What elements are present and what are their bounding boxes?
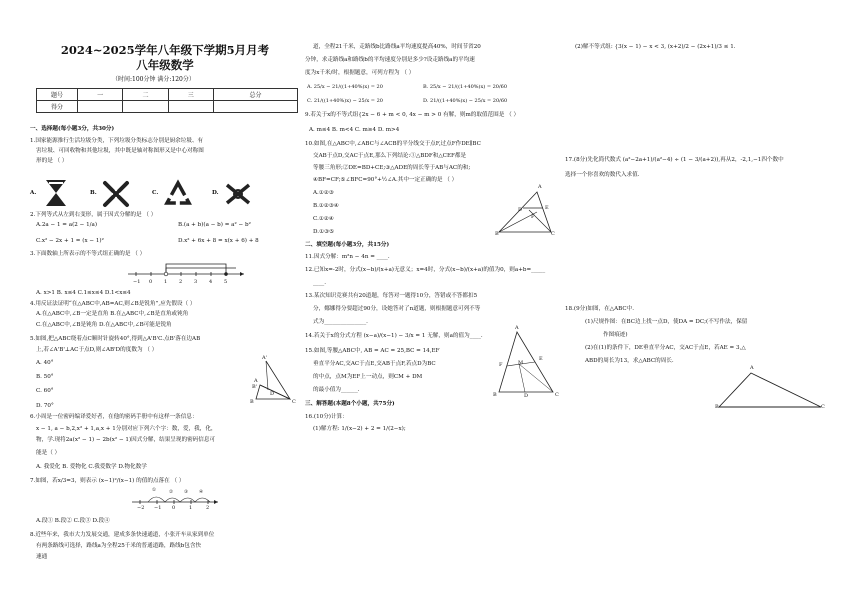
option-label: B. [90, 190, 97, 196]
question-text: 速通 [36, 554, 48, 560]
figure-label: B [495, 231, 499, 237]
option-text: D. 70° [36, 403, 54, 409]
question-text: ____. [313, 280, 326, 286]
tick-label: 5 [224, 279, 228, 285]
figure-label: D [518, 207, 523, 213]
section-heading: 二、填空题(每小题3分，共15分) [305, 242, 390, 248]
question-text: 2.下列等式从左到右变形，属于因式分解的是 （ ） [30, 212, 157, 218]
question-text: 作图痕迹) [603, 332, 628, 338]
exam-meta: （时间:100分钟 满分:120分） [112, 76, 195, 83]
tick-label: 2 [179, 279, 183, 285]
question-text: (1)解方程: 1/(x−2) + 2 = 1/(2−x); [313, 426, 406, 432]
question-text: 害垃圾、可回收物和其他垃圾，其中既是轴对称图形又是中心对称图 [36, 148, 204, 154]
figure-label: B [250, 399, 254, 405]
question-text: 形的是 （ ） [36, 158, 68, 164]
tick-label: −1 [133, 279, 141, 285]
score-cell: 三 [168, 89, 213, 101]
option-text: C.①②④ [313, 216, 334, 222]
column-middle [305, 0, 560, 608]
option-label: D. [212, 190, 219, 196]
question-text: 等腰三角形;②DE=BD+CE;③△ADE的周长等于AB与AC的和; [313, 165, 471, 171]
question-text: 13.某次知识竞赛共有20道题，每答对一题得10分，答错或不答都扣5 [305, 293, 478, 299]
question-text: 4.用反证法证明“在△ABC中,AB=AC,则∠B是锐角”,应先假设（ ） [30, 301, 196, 307]
tick-label: 1 [164, 279, 168, 285]
question-text: 道，全程21千米，走路线b比路线a平均速度提高40%，时间节省20 [313, 44, 481, 50]
score-cell: 一 [78, 89, 123, 101]
segment-label: ④ [199, 490, 204, 495]
question-text: 11.因式分解：m²n − 4n = ____. [305, 254, 390, 260]
question-text: 有两条路线可选择，路线a为全程25千米的普通道路，路线b包含快 [36, 543, 202, 549]
option-text: B.①②③④ [313, 203, 339, 209]
question-text: 14.若关于x的分式方程 (x−a)/(x−1) − 3/x = 1 无解，则a的值为____. [305, 333, 483, 339]
option-text: A. x>1 B. x≤4 C.1≤x≤4 D.1<x≤4 [36, 290, 131, 296]
option-text: B. 50° [36, 374, 54, 380]
tick-label: 0 [149, 279, 153, 285]
column-right [565, 0, 855, 608]
question-text: 选择一个你喜欢的数代入求值. [565, 172, 640, 178]
tick-label: −2 [137, 505, 145, 511]
option-text: A.2a − 1 = a(2 − 1/a) [36, 222, 98, 228]
figure-label: A [254, 378, 258, 384]
question-text: 1.国家能源推行生活垃圾分类，下列垃圾分类标志分别是厨余垃圾、有 [30, 138, 204, 144]
other-waste-icon [224, 180, 252, 208]
score-cell: 题号 [37, 89, 78, 101]
question-text: 18.(9分)如图，在△ABC中. [565, 306, 634, 312]
tick-label: 1 [189, 505, 193, 511]
tick-label: 3 [194, 279, 198, 285]
figure-label: A [515, 325, 519, 331]
score-input[interactable] [168, 101, 213, 113]
figure-label: E [539, 356, 543, 362]
option-label: C. [152, 190, 159, 196]
question-text: (2)在(1)的条件下，DE垂直平分AC，交AC于点E，若AE = 3,△ [585, 345, 746, 351]
figure-label: F [499, 362, 503, 368]
option-text: A.段① B.段② C.段③ D.段④ [36, 518, 110, 524]
question-text: x − 1, a − b,2,x² + 1,a,x + 1分别对应下列六个字：数，爱，我，化， [36, 426, 217, 432]
option-text: A.①②③ [313, 190, 334, 196]
option-text: C.x² − 2x + 1 = (x − 1)² [36, 238, 104, 244]
score-cell: 得分 [37, 101, 78, 113]
question-text: 9.若关于x的不等式组{2x − 6 + m < 0, 4x − m > 0 有解，则m的取值范围是 （ ） [305, 112, 520, 118]
figure-label: E [545, 205, 549, 211]
question-text: 5.如图,把△ABC绕着点C顺时针旋转40°,得到△A'B'C.点B'落在边AB [30, 336, 201, 342]
option-text: C. 60° [36, 388, 54, 394]
question-text: 分钟，求走路线a和路线b的平均速度分别是多少?设走路线a的平均速 [305, 57, 475, 63]
figure-label: A [538, 184, 542, 190]
question-text: 3.下面数轴上所表示的不等式组正确的是 （ ） [30, 251, 146, 257]
figure-label: D [270, 391, 275, 397]
question-text: 17.(8分)先化简代数式 (a²−2a+1)/(a²−4) ÷ (1 − 3/(a+2)),再从2，-2,1,−1四个数中 [565, 157, 784, 163]
segment-label: ① [152, 488, 157, 493]
question-text: 15.如图,等腰△ABC中, AB = AC = 25,BC = 14,EF [305, 348, 440, 354]
section-heading: 一、选择题(每小题3分，共30分) [30, 126, 115, 132]
figure-label: C [821, 404, 825, 410]
tick-label: 2 [206, 505, 210, 511]
option-text: D.x² + 6x + 8 = x(x + 6) + 8 [178, 238, 259, 244]
score-table-row [37, 89, 298, 101]
option-text: A. 25/x − 21/((1+40%)x) = 20 [307, 84, 383, 90]
question-text: 垂直平分AC,交AC于点E,交AB于点F,若点D为BC [313, 361, 436, 367]
figure-label: C [292, 399, 296, 405]
figure-label: D [524, 393, 529, 399]
option-text: D. 21/((1+40%)x) − 25/x = 20/60 [423, 98, 508, 104]
figure-label: C [555, 392, 559, 398]
hourglass-recycle-icon [44, 178, 68, 208]
option-text: A. 我爱化 B. 爱物化 C.我爱数学 D.物化数学 [36, 464, 147, 470]
isosceles-triangle-figure [495, 328, 559, 398]
tick-label: −1 [154, 505, 162, 511]
option-text: B.(a + b)(a − b) = a² − b² [178, 222, 251, 228]
score-input[interactable] [213, 101, 297, 113]
tick-label: 0 [172, 505, 176, 511]
question-text: (2)解不等式组: {3(x − 1) − x < 3, (x+2)/2 − (2x+1)/3 ≤ 1. [575, 44, 736, 50]
question-text: 16.(10分)计算： [305, 414, 348, 420]
option-text: A. 40° [36, 360, 54, 366]
score-input[interactable] [78, 101, 123, 113]
tick-label: 4 [209, 279, 213, 285]
exam-subject: 八年级数学 [136, 58, 194, 72]
recycle-icon [164, 180, 192, 208]
question-text: (1)尺规作图：在BC边上找一点D，使DA = DC;(不写作法，保留 [585, 319, 748, 325]
question-text: ④BF=CF;⑤∠BFC=90°+½∠A.其中一定正确的是 （ ） [313, 177, 458, 183]
hazard-cross-icon [102, 180, 130, 208]
question-text: 交AB于点D,交AC于点E,那么下列结论:①△BDF和△CEF都是 [313, 153, 467, 159]
question-text: 8.近些年来，我市大力发展交通，建成多条快速通道，小张开车从家到单位 [30, 532, 215, 538]
question-text: 的中点，点M为EF上一动点，则CM + DM [313, 374, 423, 380]
option-text: C.在△ABC中,∠B是钝角 D.在△ABC中,∠B可能是锐角 [36, 322, 172, 328]
question-text: 的最小值为______. [313, 387, 360, 393]
option-text: B. 25/x − 21/((1+40%)x) = 20/60 [423, 84, 508, 90]
column-left [30, 0, 300, 608]
figure-label: B [715, 404, 719, 410]
score-cell: 总分 [213, 89, 297, 101]
section-heading: 三、解答题(本题8个小题，共75分) [305, 401, 395, 407]
question-text: ABD的周长为13，求△ABC的周长. [585, 358, 674, 364]
question-text: 上,若∠A'B'⊥AC于点D,则∠AB'D的度数为 （ ） [36, 347, 158, 353]
figure-label: A [750, 365, 754, 371]
question-text: 10.如图,在△ABC中,∠ABC与∠ACB的平分线交于点F,过点F作DE∥BC [305, 141, 481, 147]
score-input[interactable] [123, 101, 168, 113]
option-text: C. 21/((1+40%)x) − 25/x = 20 [307, 98, 383, 104]
exam-title: 2024~2025学年八年级下学期5月月考 [60, 43, 270, 57]
option-text: A.在△ABC中,∠B一定是直角 B.在△ABC中,∠B是直角或钝角 [36, 311, 189, 317]
triangle-abc-figure [715, 370, 825, 412]
question-text: 式为_______________. [313, 319, 368, 325]
figure-label: B [493, 392, 497, 398]
figure-label: M [518, 360, 524, 366]
angle-bisector-figure [493, 186, 555, 238]
number-line-figure [126, 260, 246, 286]
option-text: A. m≤4 B. m<4 C. m≥4 D. m>4 [309, 127, 400, 133]
figure-label: A' [262, 355, 267, 361]
score-table [36, 88, 298, 113]
figure-label: C [551, 231, 555, 237]
question-text: 6.小周是一位密码编译爱好者，在他的密码手册中有这样一条信息： [30, 414, 198, 420]
figure-label: F [531, 214, 535, 220]
question-text: 7.如图，若x/3=3，则表示 (x−1)²/(x−1) 的值的点落在 （ ） [30, 478, 185, 484]
question-text: 物，学.现将2a(x² − 1) − 2b(x² − 1)因式分解，结果呈现的密码信息可 [36, 437, 216, 443]
question-text: 能是（ ） [36, 450, 61, 456]
score-cell: 二 [123, 89, 168, 101]
figure-label: B' [252, 384, 258, 390]
segment-label: ③ [184, 490, 189, 495]
question-text: 度为x千米/时，根据题意，可列方程为 （ ） [305, 70, 415, 76]
score-table-row [37, 101, 298, 113]
question-text: 分，娜娜得分要超过90分，设她答对了n道题，则根据题意可列不等 [313, 306, 481, 312]
option-text: D.①③⑤ [313, 229, 335, 235]
option-label: A. [30, 190, 37, 196]
question-text: 12.已知x=-2时，分式(x−b)/(x+a)无意义；x=4时，分式(x−b)/(x+a)的值为0，则a+b=_____ [305, 267, 546, 273]
segment-label: ② [169, 490, 174, 495]
